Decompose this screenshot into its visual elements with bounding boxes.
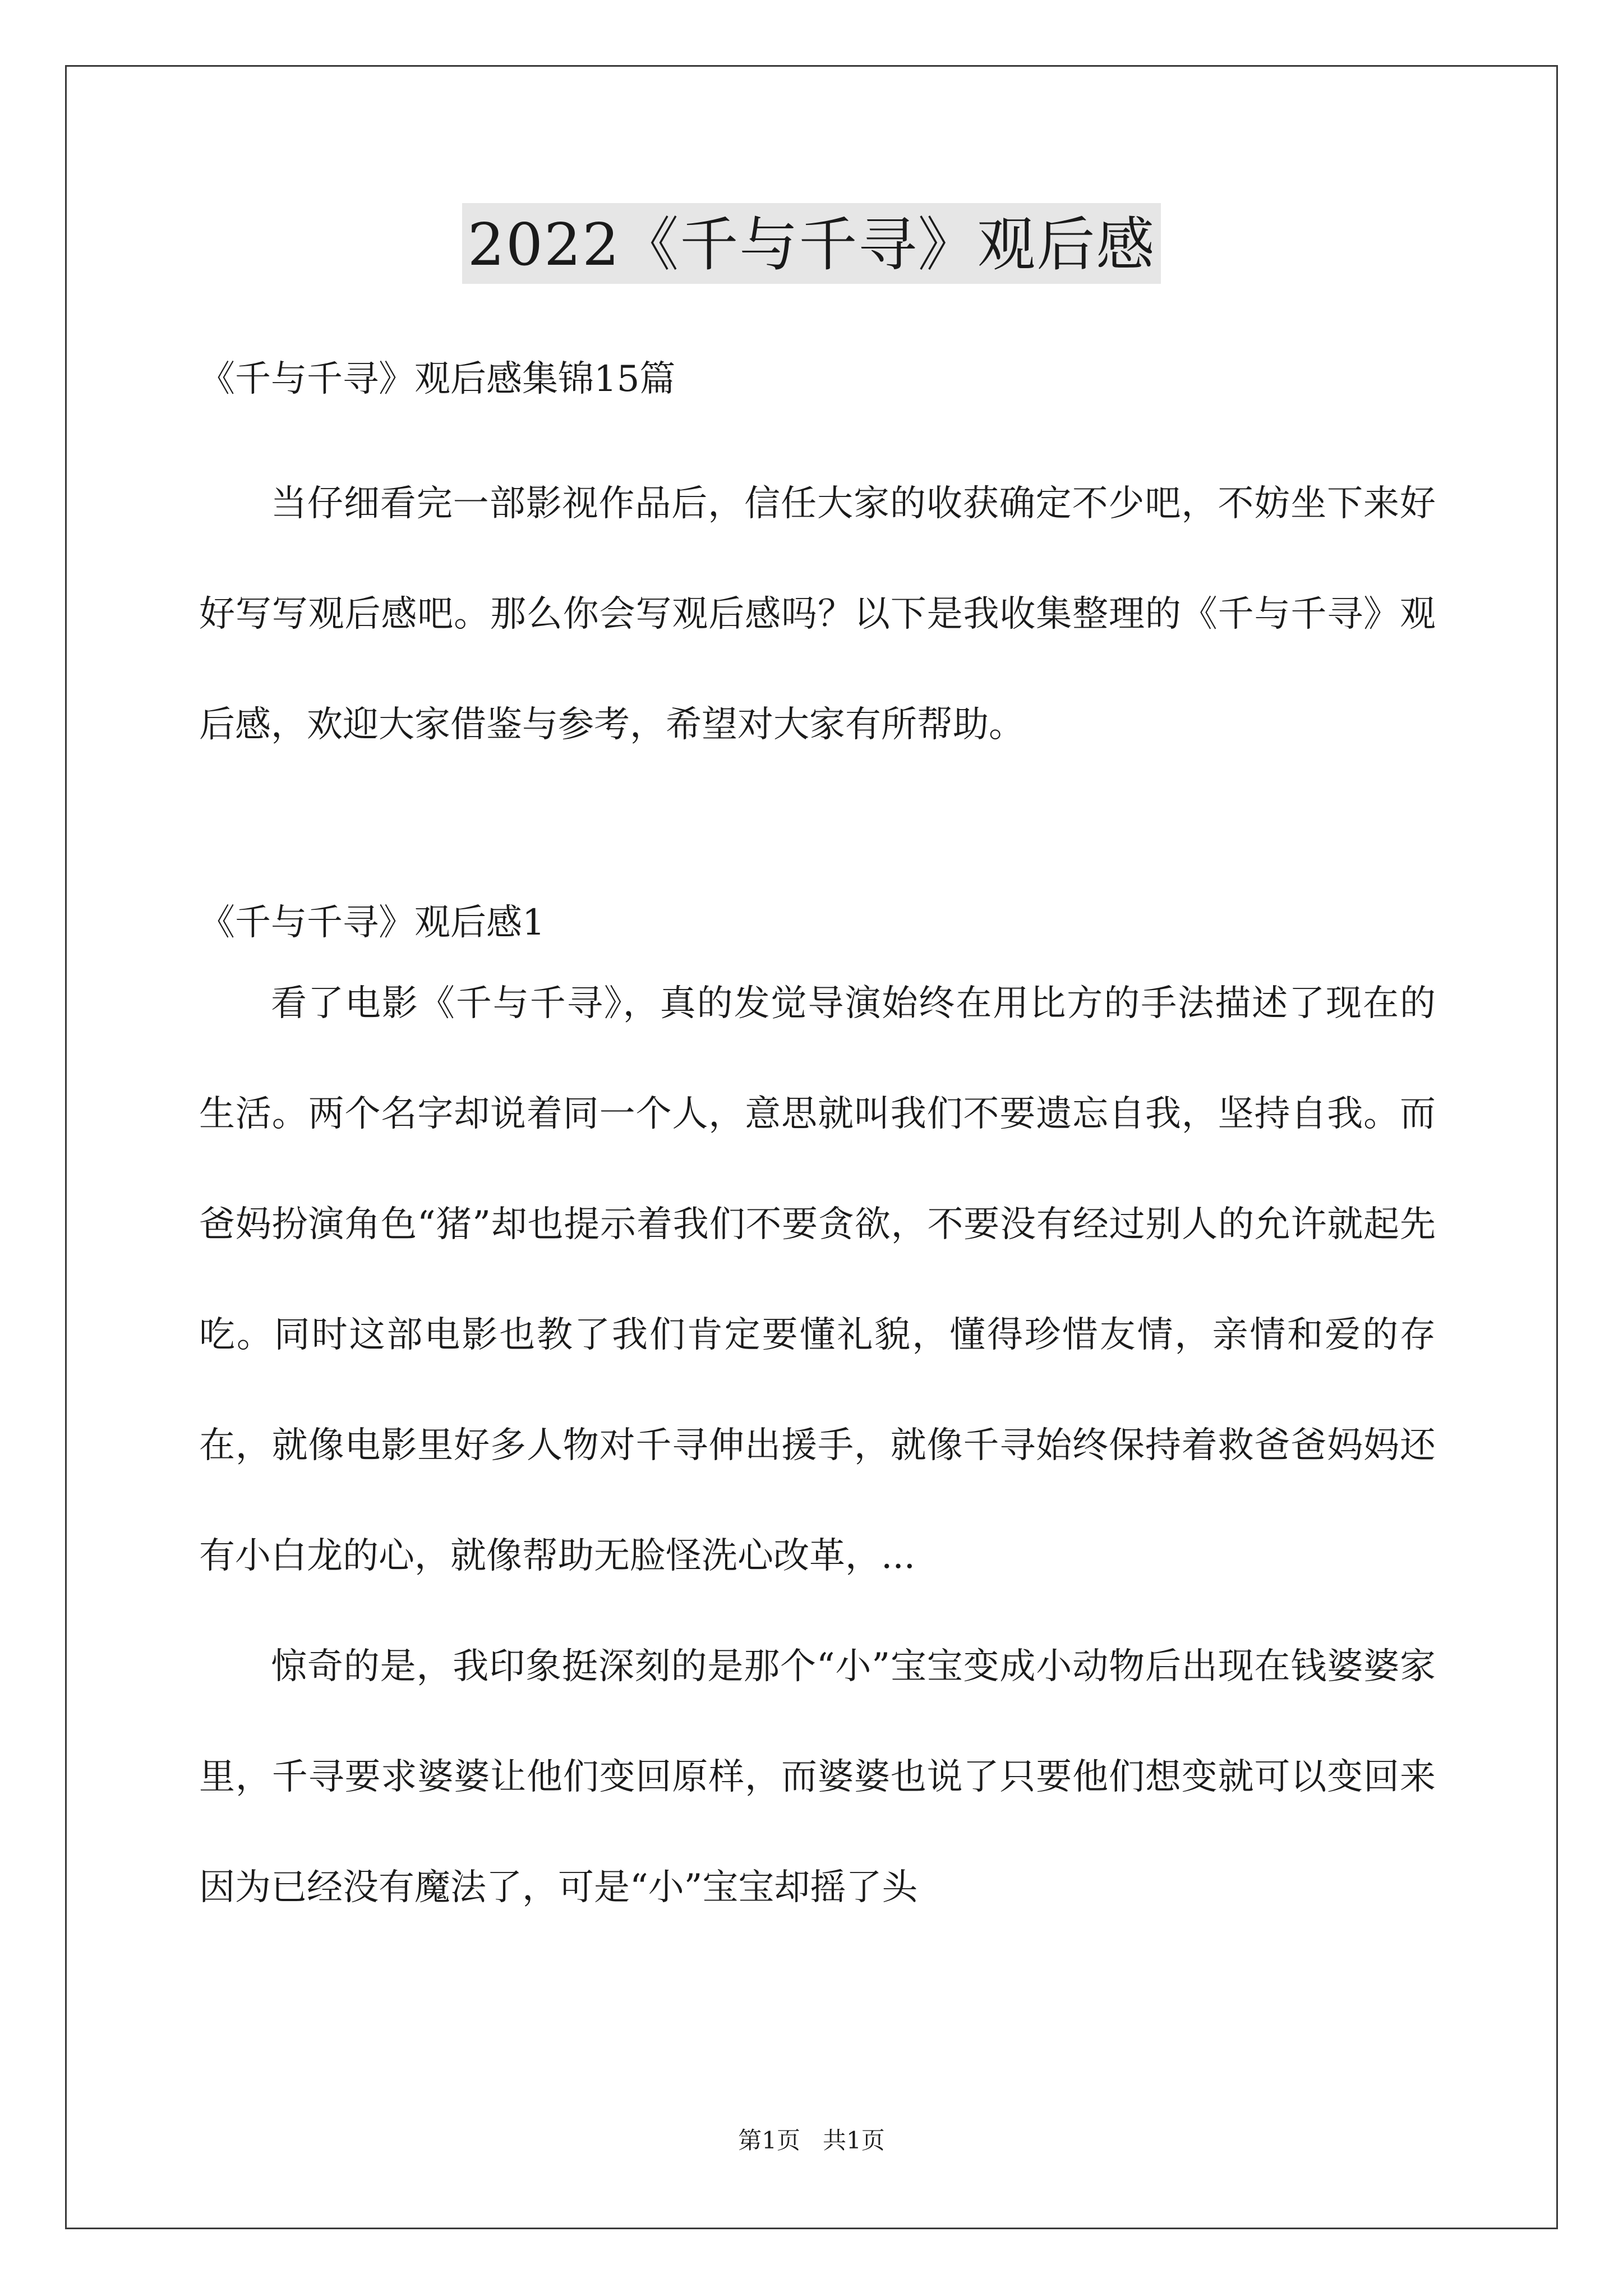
document-body bbox=[199, 353, 1436, 1943]
document-title-text: 2022《千与千寻》观后感 bbox=[462, 203, 1161, 284]
body-paragraph: 惊奇的是，我印象挺深刻的是那个“小”宝宝变成小动物后出现在钱婆婆家里，千寻要求婆婆让他们变回原样，而婆婆也说了只要他们想变就可以变回来因为已经没有魔法了，可是“小”宝宝却摇了头 bbox=[199, 1646, 1436, 1908]
intro-paragraph: 当仔细看完一部影视作品后，信任大家的收获确定不少吧，不妨坐下来好好写写观后感吧。那么你会写观后感吗？以下是我收集整理的《千与千寻》观后感，欢迎大家借鉴与参考，希望对大家有所帮助。 bbox=[199, 483, 1436, 746]
spacer bbox=[199, 405, 1436, 449]
page-number-footer: 第1页 共1页 bbox=[738, 2127, 885, 2154]
document-subtitle: 《千与千寻》观后感集锦15篇 bbox=[199, 358, 676, 400]
body-paragraph: 看了电影《千与千寻》，真的发觉导演始终在用比方的手法描述了现在的生活。两个名字却说着同一个人，意思就叫我们不要遗忘自我，坚持自我。而爸妈扮演角色“猪”却也提示着我们不要贪欲，不要没有经过别人的允许就起先吃。同时这部电影也教了我们肯定要懂礼貌，懂得珍惜友情，亲情和爱的存在，就像电影里好多人物对千寻伸出援手，就像千寻始终保持着救爸爸妈妈还有小白龙的心，就像帮助无脸怪洗心改革，... bbox=[199, 983, 1436, 1577]
spacer bbox=[199, 780, 1436, 897]
document-title bbox=[0, 203, 1623, 284]
section-heading: 《千与千寻》观后感1 bbox=[199, 902, 545, 944]
